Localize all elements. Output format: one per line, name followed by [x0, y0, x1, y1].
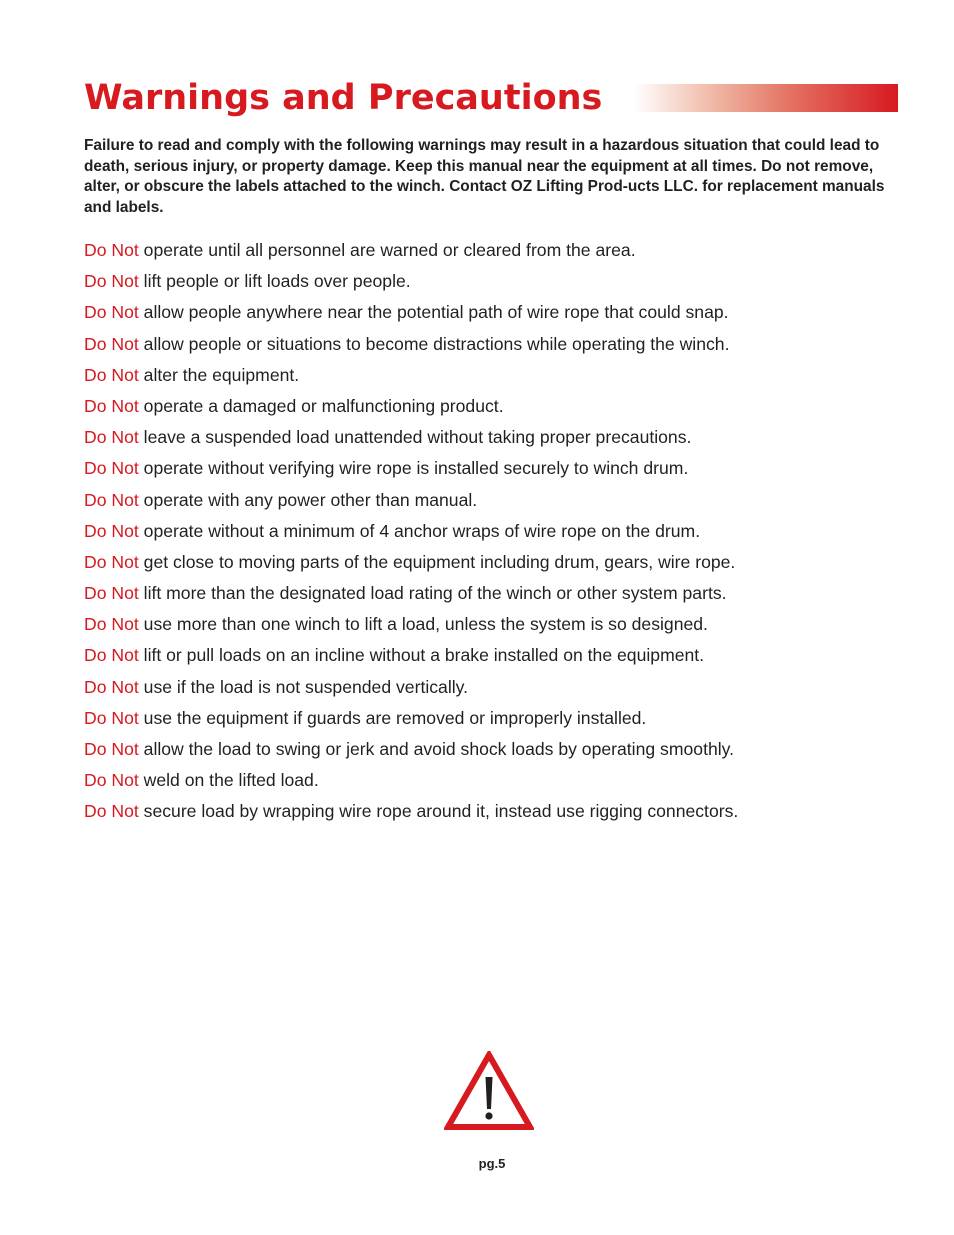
do-not-label: Do Not: [84, 583, 139, 604]
do-not-label: Do Not: [84, 302, 139, 323]
do-not-label: Do Not: [84, 240, 139, 260]
warning-text: lift people or lift loads over people.: [138, 271, 411, 292]
warning-text: leave a suspended load unattended without taking proper precautions.: [138, 427, 692, 448]
title-row: [84, 76, 898, 120]
warning-text: weld on the lifted load.: [138, 770, 319, 791]
warning-text: operate without verifying wire rope is installed securely to winch drum.: [138, 458, 689, 479]
do-not-label: Do Not: [84, 645, 139, 666]
title-gradient-bar: [634, 84, 898, 112]
warning-text: use the equipment if guards are removed or improperly installed.: [138, 707, 647, 728]
intro-paragraph: Failure to read and comply with the following warnings may result in a hazardous situation that could lead to death, serious injury, or property damage. Keep this manual near the equipment at all times. Do not remove, alter, or obscure the labels attached to the winch. Contact OZ Lifting Prod-ucts LLC. for replacement manuals and labels.: [84, 137, 885, 216]
do-not-label: Do Not: [84, 676, 139, 697]
warning-item: [84, 673, 904, 704]
do-not-label: Do Not: [84, 739, 139, 759]
warning-text: alter the equipment.: [138, 364, 300, 385]
warning-item: [84, 298, 904, 329]
warning-text: use more than one winch to lift a load, unless the system is so designed.: [138, 614, 708, 635]
warnings-list: [84, 236, 904, 829]
warning-text: lift more than the designated load rating of the winch or other system parts.: [138, 583, 727, 604]
warning-item: [84, 361, 904, 392]
warning-item: [84, 641, 904, 672]
do-not-label: Do Not: [84, 489, 139, 510]
warning-text: secure load by wrapping wire rope around it, instead use rigging connectors.: [138, 801, 739, 822]
warning-item: [84, 236, 904, 267]
warning-item: [84, 330, 904, 361]
do-not-label: Do Not: [84, 271, 139, 292]
do-not-label: Do Not: [84, 395, 139, 416]
warning-text: allow people or situations to become distractions while operating the winch.: [138, 333, 730, 354]
do-not-label: Do Not: [84, 458, 139, 479]
warning-item: [84, 579, 904, 610]
warning-text: get close to moving parts of the equipment including drum, gears, wire rope.: [138, 551, 736, 572]
warning-text: operate until all personnel are warned or cleared from the area.: [138, 240, 636, 260]
warning-item: [84, 766, 904, 797]
warning-item: [84, 517, 904, 548]
do-not-label: Do Not: [84, 770, 139, 791]
warning-item: [84, 797, 904, 828]
warning-triangle-icon: [444, 1051, 534, 1131]
warning-item: [84, 548, 904, 579]
do-not-label: Do Not: [84, 614, 139, 635]
warning-item: [84, 704, 904, 735]
warning-item: [84, 267, 904, 298]
do-not-label: Do Not: [84, 333, 139, 354]
warning-item: [84, 392, 904, 423]
warning-text: allow people anywhere near the potential path of wire rope that could snap.: [138, 302, 729, 323]
do-not-label: Do Not: [84, 707, 139, 728]
page-number: pg.5: [478, 1156, 506, 1171]
do-not-label: Do Not: [84, 551, 139, 572]
do-not-label: Do Not: [84, 427, 139, 448]
warning-text: operate without a minimum of 4 anchor wraps of wire rope on the drum.: [138, 520, 701, 541]
warning-item: [84, 486, 904, 517]
warning-text: lift or pull loads on an incline without a brake installed on the equipment.: [138, 645, 705, 666]
warning-text: allow the load to swing or jerk and avoid shock loads by operating smoothly.: [138, 739, 735, 759]
do-not-label: Do Not: [84, 520, 139, 541]
warning-text: use if the load is not suspended vertically.: [138, 676, 469, 697]
warning-item: [84, 454, 904, 485]
warning-item: [84, 423, 904, 454]
warning-item: [84, 610, 904, 641]
warning-text: operate a damaged or malfunctioning product.: [138, 395, 504, 416]
do-not-label: Do Not: [84, 801, 139, 822]
do-not-label: Do Not: [84, 364, 139, 385]
warning-item: [84, 735, 904, 766]
warning-text: operate with any power other than manual.: [138, 489, 478, 510]
page-title: Warnings and Precautions: [84, 78, 603, 118]
